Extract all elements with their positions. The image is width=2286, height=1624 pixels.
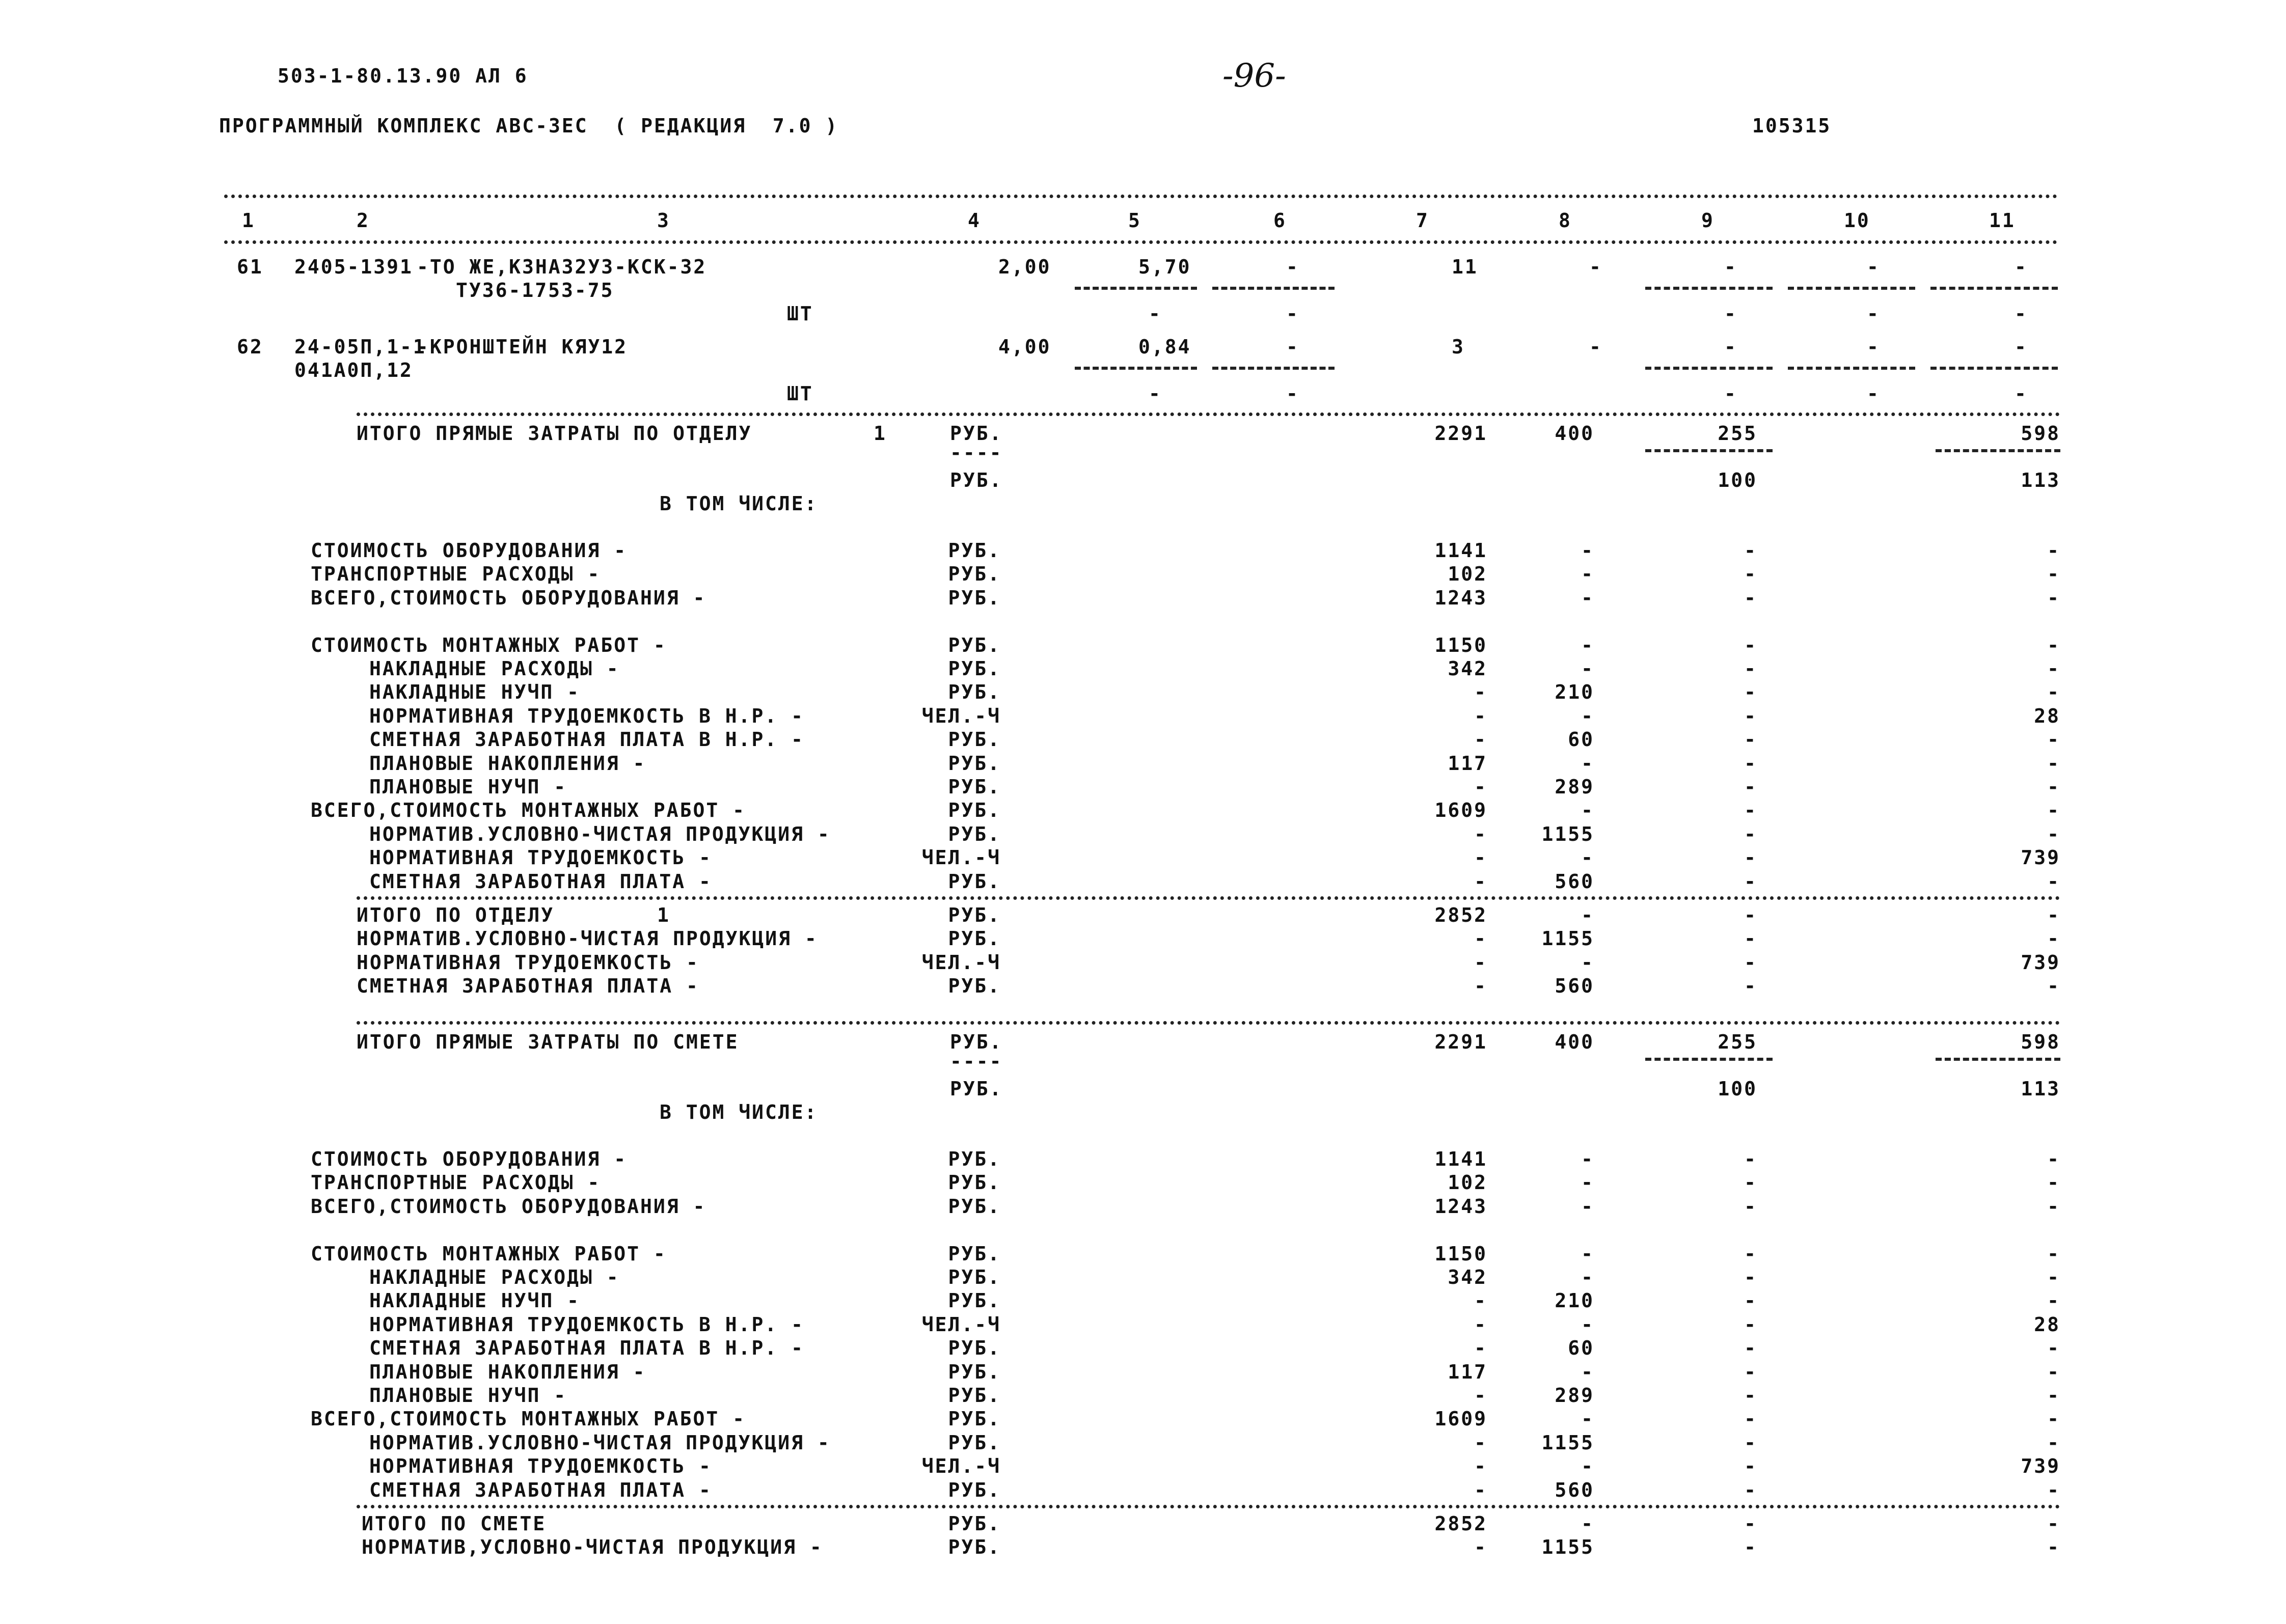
row-label: НОРМАТИВНАЯ ТРУДОЕМКОСТЬ - xyxy=(369,1455,712,1478)
item-name: -ТО ЖЕ,КЗНА32УЗ-КСК-32 xyxy=(417,256,707,278)
row-label: ТРАНСПОРТНЫЕ РАСХОДЫ - xyxy=(311,563,601,586)
row-col11: - xyxy=(2047,927,2060,950)
row-unit: РУБ. xyxy=(948,1512,1001,1535)
item-col10-dash: - xyxy=(1867,382,1880,405)
column-header-6: 6 xyxy=(1273,209,1287,232)
column-header-4: 4 xyxy=(968,209,981,232)
item-col6: - xyxy=(1286,256,1299,278)
item-price: 5,70 xyxy=(1138,256,1191,278)
row-col11: - xyxy=(2047,1408,2060,1430)
total-col11-b: 113 xyxy=(2021,469,2060,491)
total-col9-b: 100 xyxy=(1718,469,1757,491)
row-col7: - xyxy=(1474,927,1487,950)
row-col8: - xyxy=(1581,1455,1594,1478)
row-col9: - xyxy=(1744,1360,1757,1383)
row-col8: - xyxy=(1581,1171,1594,1194)
row-unit: РУБ. xyxy=(948,1478,1001,1501)
row-col7: 1609 xyxy=(1434,799,1487,822)
row-col8: - xyxy=(1581,1512,1594,1535)
item-col10: - xyxy=(1867,256,1880,278)
row-label: НОРМАТИВ.УСЛОВНО-ЧИСТАЯ ПРОДУКЦИЯ - xyxy=(369,822,831,845)
row-label: ПЛАНОВЫЕ НУЧП - xyxy=(369,1384,567,1407)
column-header-10: 10 xyxy=(1844,209,1870,232)
total-unit: РУБ. xyxy=(950,1031,1003,1053)
row-col9: - xyxy=(1744,752,1757,775)
item-col11-dash: - xyxy=(2015,382,2028,405)
row-col9: - xyxy=(1744,1536,1757,1559)
item-col9-dash: - xyxy=(1724,382,1737,405)
row-col8: - xyxy=(1581,1360,1594,1383)
doc-code: 503-1-80.13.90 АЛ 6 xyxy=(278,65,528,87)
item-col7: 11 xyxy=(1452,256,1478,278)
row-col9: - xyxy=(1744,776,1757,798)
rule xyxy=(224,195,2058,198)
total-unit-dash: ---- xyxy=(950,442,1003,464)
row-col9: - xyxy=(1744,822,1757,845)
total-dept-number: 1 xyxy=(874,422,887,445)
row-unit: ЧЕЛ.-Ч xyxy=(921,1313,1001,1336)
total-col9: 255 xyxy=(1718,1031,1757,1053)
dash-line xyxy=(1645,287,1773,290)
total-col8: 400 xyxy=(1555,1031,1594,1053)
row-col8: 210 xyxy=(1555,681,1594,704)
row-col7: 117 xyxy=(1448,1360,1487,1383)
item-col11-dash: - xyxy=(2015,302,2028,325)
row-col8: - xyxy=(1581,846,1594,869)
dash-line xyxy=(1936,449,2060,452)
row-unit: РУБ. xyxy=(948,1408,1001,1430)
row-col9: - xyxy=(1744,1384,1757,1407)
item-col9-dash: - xyxy=(1724,302,1737,325)
column-header-3: 3 xyxy=(657,209,670,232)
rule xyxy=(357,1021,2060,1025)
column-header-9: 9 xyxy=(1701,209,1715,232)
row-col8: 210 xyxy=(1555,1289,1594,1312)
dept-total-label: ИТОГО ПО ОТДЕЛУ xyxy=(357,904,555,926)
row-col8: - xyxy=(1581,634,1594,656)
dept-total-number: 1 xyxy=(657,904,670,926)
row-unit: РУБ. xyxy=(948,586,1001,609)
row-col8: - xyxy=(1581,799,1594,822)
row-label: НОРМАТИВНАЯ ТРУДОЕМКОСТЬ В Н.Р. - xyxy=(369,1313,804,1336)
row-col8: 1155 xyxy=(1541,1536,1594,1559)
row-col8: 1155 xyxy=(1541,1431,1594,1454)
row-col9: - xyxy=(1744,927,1757,950)
row-col9: - xyxy=(1744,846,1757,869)
row-unit: РУБ. xyxy=(948,1384,1001,1407)
row-col7: 102 xyxy=(1448,1171,1487,1194)
row-unit: РУБ. xyxy=(948,634,1001,656)
including-label: В ТОМ ЧИСЛЕ: xyxy=(660,1101,818,1123)
row-unit: ЧЕЛ.-Ч xyxy=(921,1455,1001,1478)
row-label: НАКЛАДНЫЕ РАСХОДЫ - xyxy=(369,1266,620,1288)
row-label: ПЛАНОВЫЕ НУЧП - xyxy=(369,776,567,798)
row-col11: - xyxy=(2047,1431,2060,1454)
row-unit: РУБ. xyxy=(948,1536,1001,1559)
dash-line xyxy=(1930,287,2058,290)
row-col8: - xyxy=(1581,1408,1594,1430)
row-col11: - xyxy=(2047,681,2060,704)
row-col8: 60 xyxy=(1568,728,1594,751)
row-col7: 1609 xyxy=(1434,1408,1487,1430)
row-col11: - xyxy=(2047,776,2060,798)
row-label: СМЕТНАЯ ЗАРАБОТНАЯ ПЛАТА - xyxy=(357,975,699,998)
row-label: НАКЛАДНЫЕ НУЧП - xyxy=(369,1289,581,1312)
row-col7: 1150 xyxy=(1434,634,1487,656)
row-col7: 2852 xyxy=(1434,904,1487,926)
row-col11: - xyxy=(2047,1195,2060,1218)
row-col9: - xyxy=(1744,539,1757,562)
row-col11: - xyxy=(2047,1171,2060,1194)
row-unit: РУБ. xyxy=(948,1242,1001,1265)
row-col9: - xyxy=(1744,1478,1757,1501)
row-col11: - xyxy=(2047,1512,2060,1535)
row-label: СТОИМОСТЬ ОБОРУДОВАНИЯ - xyxy=(311,1148,628,1170)
row-label: ВСЕГО,СТОИМОСТЬ ОБОРУДОВАНИЯ - xyxy=(311,1195,706,1218)
row-col11: - xyxy=(2047,870,2060,893)
dash-line xyxy=(1075,287,1197,290)
row-col11: - xyxy=(2047,1266,2060,1288)
row-col8: - xyxy=(1581,657,1594,680)
row-col8: - xyxy=(1581,563,1594,586)
row-col7: - xyxy=(1474,1384,1487,1407)
row-col9: - xyxy=(1744,951,1757,974)
rule xyxy=(357,1505,2060,1508)
row-col11: - xyxy=(2047,1536,2060,1559)
row-col11: - xyxy=(2047,1148,2060,1170)
row-col7: 1243 xyxy=(1434,1195,1487,1218)
total-unit-2: РУБ. xyxy=(950,469,1003,491)
row-col11: 28 xyxy=(2034,704,2060,727)
dash-line xyxy=(1075,367,1197,370)
row-col9: - xyxy=(1744,1171,1757,1194)
row-col7: - xyxy=(1474,704,1487,727)
row-col8: 560 xyxy=(1555,870,1594,893)
row-col7: - xyxy=(1474,951,1487,974)
row-col8: - xyxy=(1581,539,1594,562)
row-label: НОРМАТИВ.УСЛОВНО-ЧИСТАЯ ПРОДУКЦИЯ - xyxy=(369,1431,831,1454)
row-col7: - xyxy=(1474,822,1487,845)
dash-line xyxy=(1645,1058,1773,1061)
column-header-5: 5 xyxy=(1128,209,1141,232)
row-col7: - xyxy=(1474,728,1487,751)
row-col11: 739 xyxy=(2021,846,2060,869)
row-col11: 739 xyxy=(2021,951,2060,974)
rule xyxy=(357,412,2060,416)
row-unit: РУБ. xyxy=(948,975,1001,998)
row-col9: - xyxy=(1744,1337,1757,1360)
row-label: СМЕТНАЯ ЗАРАБОТНАЯ ПЛАТА - xyxy=(369,1478,712,1501)
row-col9: - xyxy=(1744,634,1757,656)
item-unit: ШТ xyxy=(787,302,813,325)
column-header-7: 7 xyxy=(1416,209,1429,232)
dash-line xyxy=(1645,449,1773,452)
total-col11-b: 113 xyxy=(2021,1078,2060,1100)
row-col11: - xyxy=(2047,1289,2060,1312)
row-col8: - xyxy=(1581,1266,1594,1288)
row-col9: - xyxy=(1744,904,1757,926)
row-col9: - xyxy=(1744,1408,1757,1430)
row-unit: РУБ. xyxy=(948,776,1001,798)
item-col6-dash: - xyxy=(1286,382,1299,405)
row-col8: - xyxy=(1581,1242,1594,1265)
row-col7: 342 xyxy=(1448,657,1487,680)
dash-line xyxy=(1936,1058,2060,1061)
row-col9: - xyxy=(1744,1195,1757,1218)
total-col9: 255 xyxy=(1718,422,1757,445)
item-number: 62 xyxy=(237,336,263,358)
column-header-8: 8 xyxy=(1559,209,1572,232)
total-col11: 598 xyxy=(2021,1031,2060,1053)
row-col9: - xyxy=(1744,975,1757,998)
row-label: СТОИМОСТЬ МОНТАЖНЫХ РАБОТ - xyxy=(311,634,667,656)
row-col7: - xyxy=(1474,870,1487,893)
row-col7: - xyxy=(1474,1289,1487,1312)
row-col8: - xyxy=(1581,586,1594,609)
column-header-11: 11 xyxy=(1989,209,2016,232)
row-col11: - xyxy=(2047,563,2060,586)
total-col7: 2291 xyxy=(1434,422,1487,445)
row-unit: ЧЕЛ.-Ч xyxy=(921,846,1001,869)
row-col7: 2852 xyxy=(1434,1512,1487,1535)
item-price: 0,84 xyxy=(1138,336,1191,358)
row-col7: 1141 xyxy=(1434,539,1487,562)
row-label: ПЛАНОВЫЕ НАКОПЛЕНИЯ - xyxy=(369,752,646,775)
row-col8: 560 xyxy=(1555,1478,1594,1501)
row-col9: - xyxy=(1744,1313,1757,1336)
row-col11: - xyxy=(2047,539,2060,562)
row-col11: 739 xyxy=(2021,1455,2060,1478)
row-col11: - xyxy=(2047,1242,2060,1265)
item-col7: 3 xyxy=(1452,336,1465,358)
row-label: НАКЛАДНЫЕ РАСХОДЫ - xyxy=(369,657,620,680)
row-col9: - xyxy=(1744,1512,1757,1535)
row-col7: 1150 xyxy=(1434,1242,1487,1265)
row-col7: - xyxy=(1474,846,1487,869)
row-label: НОРМАТИВНАЯ ТРУДОЕМКОСТЬ - xyxy=(369,846,712,869)
estimate-total-label: ИТОГО ПО СМЕТЕ xyxy=(362,1512,547,1535)
row-col9: - xyxy=(1744,586,1757,609)
column-header-2: 2 xyxy=(357,209,370,232)
total-unit-2: РУБ. xyxy=(950,1078,1003,1100)
total-col11: 598 xyxy=(2021,422,2060,445)
row-col9: - xyxy=(1744,1431,1757,1454)
item-spec: 041А0П,12 xyxy=(294,359,413,381)
row-unit: РУБ. xyxy=(948,822,1001,845)
row-col9: - xyxy=(1744,563,1757,586)
row-label: СМЕТНАЯ ЗАРАБОТНАЯ ПЛАТА В Н.Р. - xyxy=(369,728,804,751)
row-col7: 1141 xyxy=(1434,1148,1487,1170)
row-col7: - xyxy=(1474,1337,1487,1360)
row-label: НОРМАТИВНАЯ ТРУДОЕМКОСТЬ В Н.Р. - xyxy=(369,704,804,727)
row-col8: - xyxy=(1581,1148,1594,1170)
row-col11: - xyxy=(2047,799,2060,822)
item-col11: - xyxy=(2015,256,2028,278)
row-col8: 1155 xyxy=(1541,822,1594,845)
row-col9: - xyxy=(1744,1266,1757,1288)
row-label: ВСЕГО,СТОИМОСТЬ ОБОРУДОВАНИЯ - xyxy=(311,586,706,609)
column-header-1: 1 xyxy=(242,209,255,232)
item-col6-dash: - xyxy=(1286,302,1299,325)
row-col8: 289 xyxy=(1555,1384,1594,1407)
item-number: 61 xyxy=(237,256,263,278)
row-label: СТОИМОСТЬ МОНТАЖНЫХ РАБОТ - xyxy=(311,1242,667,1265)
row-col11: - xyxy=(2047,1478,2060,1501)
row-unit: РУБ. xyxy=(948,728,1001,751)
row-unit: РУБ. xyxy=(948,563,1001,586)
dash-line xyxy=(1212,287,1335,290)
item-col10: - xyxy=(1867,336,1880,358)
row-unit: ЧЕЛ.-Ч xyxy=(921,704,1001,727)
item-col11: - xyxy=(2015,336,2028,358)
row-col9: - xyxy=(1744,1455,1757,1478)
row-col8: - xyxy=(1581,752,1594,775)
row-col8: - xyxy=(1581,951,1594,974)
total-label: ИТОГО ПРЯМЫЕ ЗАТРАТЫ ПО ОТДЕЛУ xyxy=(357,422,752,445)
including-label: В ТОМ ЧИСЛЕ: xyxy=(660,492,818,515)
row-label: СМЕТНАЯ ЗАРАБОТНАЯ ПЛАТА В Н.Р. - xyxy=(369,1337,804,1360)
row-col9: - xyxy=(1744,1289,1757,1312)
row-col8: 560 xyxy=(1555,975,1594,998)
row-col11: - xyxy=(2047,728,2060,751)
dash-line xyxy=(1788,367,1915,370)
item-code: 24-05П,1-1 xyxy=(294,336,426,358)
software-title: ПРОГРАММНЫЙ КОМПЛЕКС АВС-3ЕС ( РЕДАКЦИЯ 7.0 ) xyxy=(219,115,839,137)
row-label: НАКЛАДНЫЕ НУЧП - xyxy=(369,681,581,704)
item-col9: - xyxy=(1724,256,1737,278)
row-col7: 342 xyxy=(1448,1266,1487,1288)
row-unit: РУБ. xyxy=(948,1337,1001,1360)
row-col7: - xyxy=(1474,975,1487,998)
item-col9: - xyxy=(1724,336,1737,358)
row-label: НОРМАТИВ,УСЛОВНО-ЧИСТАЯ ПРОДУКЦИЯ - xyxy=(362,1536,823,1559)
row-col11: - xyxy=(2047,904,2060,926)
row-unit: РУБ. xyxy=(948,539,1001,562)
row-col7: - xyxy=(1474,776,1487,798)
row-col9: - xyxy=(1744,657,1757,680)
row-label: СТОИМОСТЬ ОБОРУДОВАНИЯ - xyxy=(311,539,628,562)
row-col9: - xyxy=(1744,870,1757,893)
row-col7: 1243 xyxy=(1434,586,1487,609)
item-quantity: 4,00 xyxy=(998,336,1051,358)
dash-line xyxy=(1788,287,1915,290)
row-unit: РУБ. xyxy=(948,904,1001,926)
total-label: ИТОГО ПРЯМЫЕ ЗАТРАТЫ ПО СМЕТЕ xyxy=(357,1031,739,1053)
row-label: НОРМАТИВНАЯ ТРУДОЕМКОСТЬ - xyxy=(357,951,699,974)
row-col7: - xyxy=(1474,1478,1487,1501)
row-unit: РУБ. xyxy=(948,1360,1001,1383)
row-col7: - xyxy=(1474,1431,1487,1454)
item-col5-dash: - xyxy=(1149,382,1162,405)
row-label: ВСЕГО,СТОИМОСТЬ МОНТАЖНЫХ РАБОТ - xyxy=(311,1408,746,1430)
item-col8: - xyxy=(1589,336,1602,358)
row-label: СМЕТНАЯ ЗАРАБОТНАЯ ПЛАТА - xyxy=(369,870,712,893)
row-label: ТРАНСПОРТНЫЕ РАСХОДЫ - xyxy=(311,1171,601,1194)
row-unit: РУБ. xyxy=(948,1289,1001,1312)
row-col9: - xyxy=(1744,681,1757,704)
row-col9: - xyxy=(1744,1242,1757,1265)
row-col11: - xyxy=(2047,657,2060,680)
row-label: ПЛАНОВЫЕ НАКОПЛЕНИЯ - xyxy=(369,1360,646,1383)
row-unit: РУБ. xyxy=(948,657,1001,680)
item-col5-dash: - xyxy=(1149,302,1162,325)
row-label: ВСЕГО,СТОИМОСТЬ МОНТАЖНЫХ РАБОТ - xyxy=(311,799,746,822)
row-col7: 117 xyxy=(1448,752,1487,775)
row-unit: РУБ. xyxy=(948,1171,1001,1194)
row-unit: РУБ. xyxy=(948,870,1001,893)
row-unit: РУБ. xyxy=(948,927,1001,950)
row-col9: - xyxy=(1744,704,1757,727)
row-col9: - xyxy=(1744,1148,1757,1170)
row-unit: РУБ. xyxy=(948,1195,1001,1218)
row-col7: 102 xyxy=(1448,563,1487,586)
row-col11: - xyxy=(2047,1384,2060,1407)
row-col8: - xyxy=(1581,704,1594,727)
row-col7: - xyxy=(1474,1313,1487,1336)
dash-line xyxy=(1212,367,1335,370)
row-label: НОРМАТИВ.УСЛОВНО-ЧИСТАЯ ПРОДУКЦИЯ - xyxy=(357,927,818,950)
row-col7: - xyxy=(1474,1536,1487,1559)
row-unit: РУБ. xyxy=(948,752,1001,775)
total-unit-dash: ---- xyxy=(950,1050,1003,1072)
dash-line xyxy=(1930,367,2058,370)
item-code: 2405-1391 xyxy=(294,256,413,278)
item-quantity: 2,00 xyxy=(998,256,1051,278)
row-col11: - xyxy=(2047,752,2060,775)
dash-line xyxy=(1645,367,1773,370)
row-col11: - xyxy=(2047,586,2060,609)
row-col7: - xyxy=(1474,1455,1487,1478)
rule xyxy=(224,240,2058,244)
row-unit: РУБ. xyxy=(948,1266,1001,1288)
row-col9: - xyxy=(1744,799,1757,822)
total-unit: РУБ. xyxy=(950,422,1003,445)
row-col11: 28 xyxy=(2034,1313,2060,1336)
row-col11: - xyxy=(2047,822,2060,845)
total-col8: 400 xyxy=(1555,422,1594,445)
row-col8: - xyxy=(1581,904,1594,926)
item-col6: - xyxy=(1286,336,1299,358)
row-unit: РУБ. xyxy=(948,1431,1001,1454)
row-unit: РУБ. xyxy=(948,1148,1001,1170)
row-col11: - xyxy=(2047,634,2060,656)
total-col9-b: 100 xyxy=(1718,1078,1757,1100)
row-col8: - xyxy=(1581,1313,1594,1336)
row-col11: - xyxy=(2047,1360,2060,1383)
document-code: 105315 xyxy=(1752,115,1832,137)
page-number: -96- xyxy=(1222,57,1286,95)
item-name: -КРОНШТЕЙН КЯУ12 xyxy=(417,336,628,358)
item-spec: ТУ36-1753-75 xyxy=(456,279,614,301)
row-col8: 1155 xyxy=(1541,927,1594,950)
row-col8: 289 xyxy=(1555,776,1594,798)
row-col7: - xyxy=(1474,681,1487,704)
rule xyxy=(357,896,2060,900)
row-col11: - xyxy=(2047,975,2060,998)
row-unit: РУБ. xyxy=(948,681,1001,704)
item-unit: ШТ xyxy=(787,382,813,405)
row-col11: - xyxy=(2047,1337,2060,1360)
total-col7: 2291 xyxy=(1434,1031,1487,1053)
row-col8: 60 xyxy=(1568,1337,1594,1360)
item-col8: - xyxy=(1589,256,1602,278)
row-unit: РУБ. xyxy=(948,799,1001,822)
row-unit: ЧЕЛ.-Ч xyxy=(921,951,1001,974)
row-col9: - xyxy=(1744,728,1757,751)
row-col8: - xyxy=(1581,1195,1594,1218)
item-col10-dash: - xyxy=(1867,302,1880,325)
